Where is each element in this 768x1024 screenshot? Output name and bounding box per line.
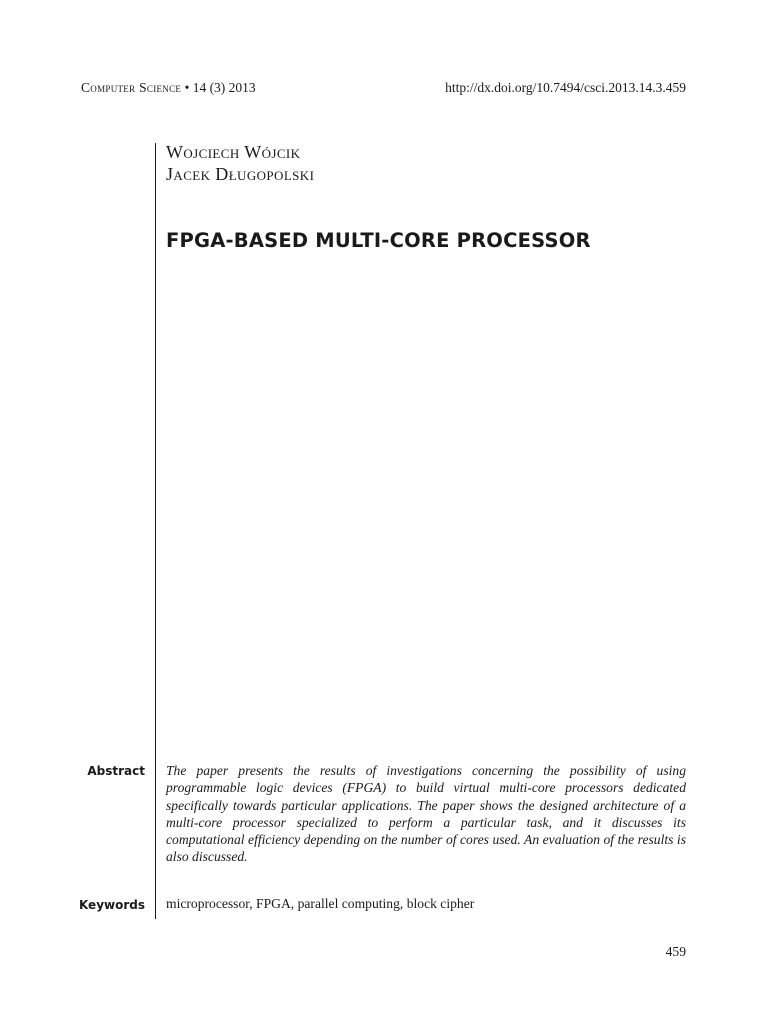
- abstract-text: The paper presents the results of investigations concerning the possibility of using programmable logic devices (FPGA) to build virtual multi-core processors dedicated specifically towards particular applications. The paper shows the designed architecture of a multi-core processor specialized to perform a particular task, and it discusses its computational efficiency depending on the number of cores used. An evaluation of the results is also discussed.: [166, 763, 686, 865]
- keywords-label: Keywords: [78, 898, 145, 912]
- vertical-rule: [155, 143, 156, 919]
- journal-issue: 14 (3) 2013: [192, 80, 256, 95]
- page-number: 459: [665, 944, 686, 959]
- keywords-text: microprocessor, FPGA, parallel computing, block cipher: [166, 896, 475, 911]
- author-list: [166, 141, 314, 185]
- abstract-label: Abstract: [87, 764, 145, 778]
- author-name: Wojciech Wójcik: [166, 142, 301, 162]
- paper-title: FPGA-BASED MULTI-CORE PROCESSOR: [166, 229, 591, 252]
- journal-name: Computer Science: [81, 80, 182, 95]
- doi-link[interactable]: http://dx.doi.org/10.7494/csci.2013.14.3.459: [445, 80, 686, 95]
- header-bullet: •: [184, 80, 190, 95]
- running-header-journal: [81, 80, 256, 96]
- author-name: Jacek Długopolski: [166, 164, 315, 184]
